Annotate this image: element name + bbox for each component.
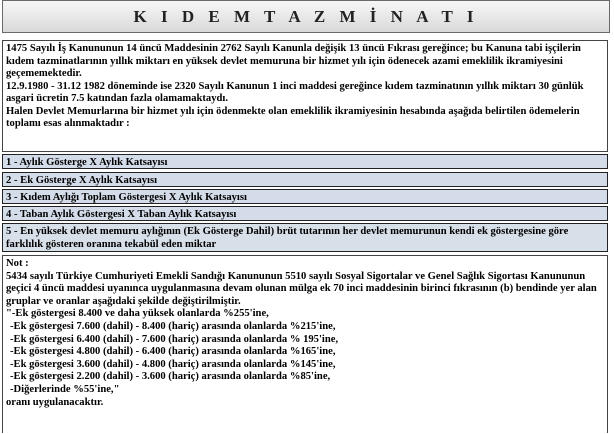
payment-item-2: 2 - Ek Gösterge X Aylık Katsayısı — [2, 172, 608, 187]
payment-item-4: 4 - Taban Aylık Göstergesi X Taban Aylık Katsayısı — [2, 206, 608, 221]
payment-item-3: 3 - Kıdem Aylığı Toplam Göstergesi X Aylık Katsayısı — [2, 189, 608, 204]
intro-paragraph-1: 1475 Sayılı İş Kanununun 14 üncü Maddesinin 2762 Sayılı Kanunla değişik 13 üncü Fıkrası gereğince; bu Kanuna tabi işçilerin kıdem tazminatlarının yıllık miktarı en yüksek devlet memuruna bir hizmet yılı için ödenecek azami emeklilik ikramiyesini geçememektedir. — [6, 43, 581, 79]
note-section — [2, 255, 608, 433]
intro-paragraph-3: Halen Devlet Memurlarına bir hizmet yılı için ödenmekte olan emeklilik ikramiyesinin hesabında aşağıda belirtilen ödemelerin toplamı esas alınmaktadır : — [6, 105, 580, 129]
payment-item-5: 5 - En yüksek devlet memuru aylığının (Ek Gösterge Dahil) brüt tutarının her devlet memurunun kendi ek göstergesine göre farklılık gösteren oranına tekabül eden miktar — [2, 223, 608, 252]
intro-section — [2, 40, 608, 152]
rate-item: -Ek göstergesi 4.800 (dahil) - 6.400 (hariç) arasında olanlarda %165'ine, — [10, 346, 336, 358]
title-banner — [2, 0, 610, 33]
note-closing: oranı uygulanacaktır. — [6, 396, 104, 408]
rate-item: -Ek göstergesi 3.600 (dahil) - 4.800 (hariç) arasında olanlarda %145'ine, — [10, 358, 336, 370]
page-title: K I D E M T A Z M İ N A T I — [133, 6, 479, 26]
rate-item: -Ek göstergesi 7.600 (dahil) - 8.400 (hariç) arasında olanlarda %215'ine, — [10, 320, 336, 332]
intro-paragraph-2: 12.9.1980 - 31.12 1982 döneminde ise 2320 Sayılı Kanunun 1 inci maddesi gereğince kıdem tazminatının yıllık miktarı 30 günlük asgari ücretin 7.5 katından fazla olamamaktaydı. — [6, 80, 584, 104]
note-heading: Not : — [6, 258, 29, 269]
rate-item: -Diğerlerinde %55'ine," — [10, 383, 120, 395]
payment-item-1: 1 - Aylık Gösterge X Aylık Katsayısı — [2, 154, 608, 169]
note-body: 5434 sayılı Türkiye Cumhuriyeti Emekli Sandığı Kanununun 5510 sayılı Sosyal Sigortalar ve Genel Sağlık Sigortası Kanununun geçici 4 üncü maddesi uyanınca uygulanmasına devam olunan mülga ek 70 inci maddesinin birinci fıkrasının (b) bendinde yer alan gruplar ve oranlar aşağıdaki şekilde değiştirilmiştir. — [6, 270, 597, 307]
rate-item: -Ek göstergesi 2.200 (dahil) - 3.600 (hariç) arasında olanlarda %85'ine, — [10, 371, 331, 383]
rate-item: "-Ek göstergesi 8.400 ve daha yüksek olanlarda %255'ine, — [6, 308, 269, 320]
rate-item: -Ek göstergesi 6.400 (dahil) - 7.600 (hariç) arasında olanlarda % 195'ine, — [10, 333, 339, 345]
